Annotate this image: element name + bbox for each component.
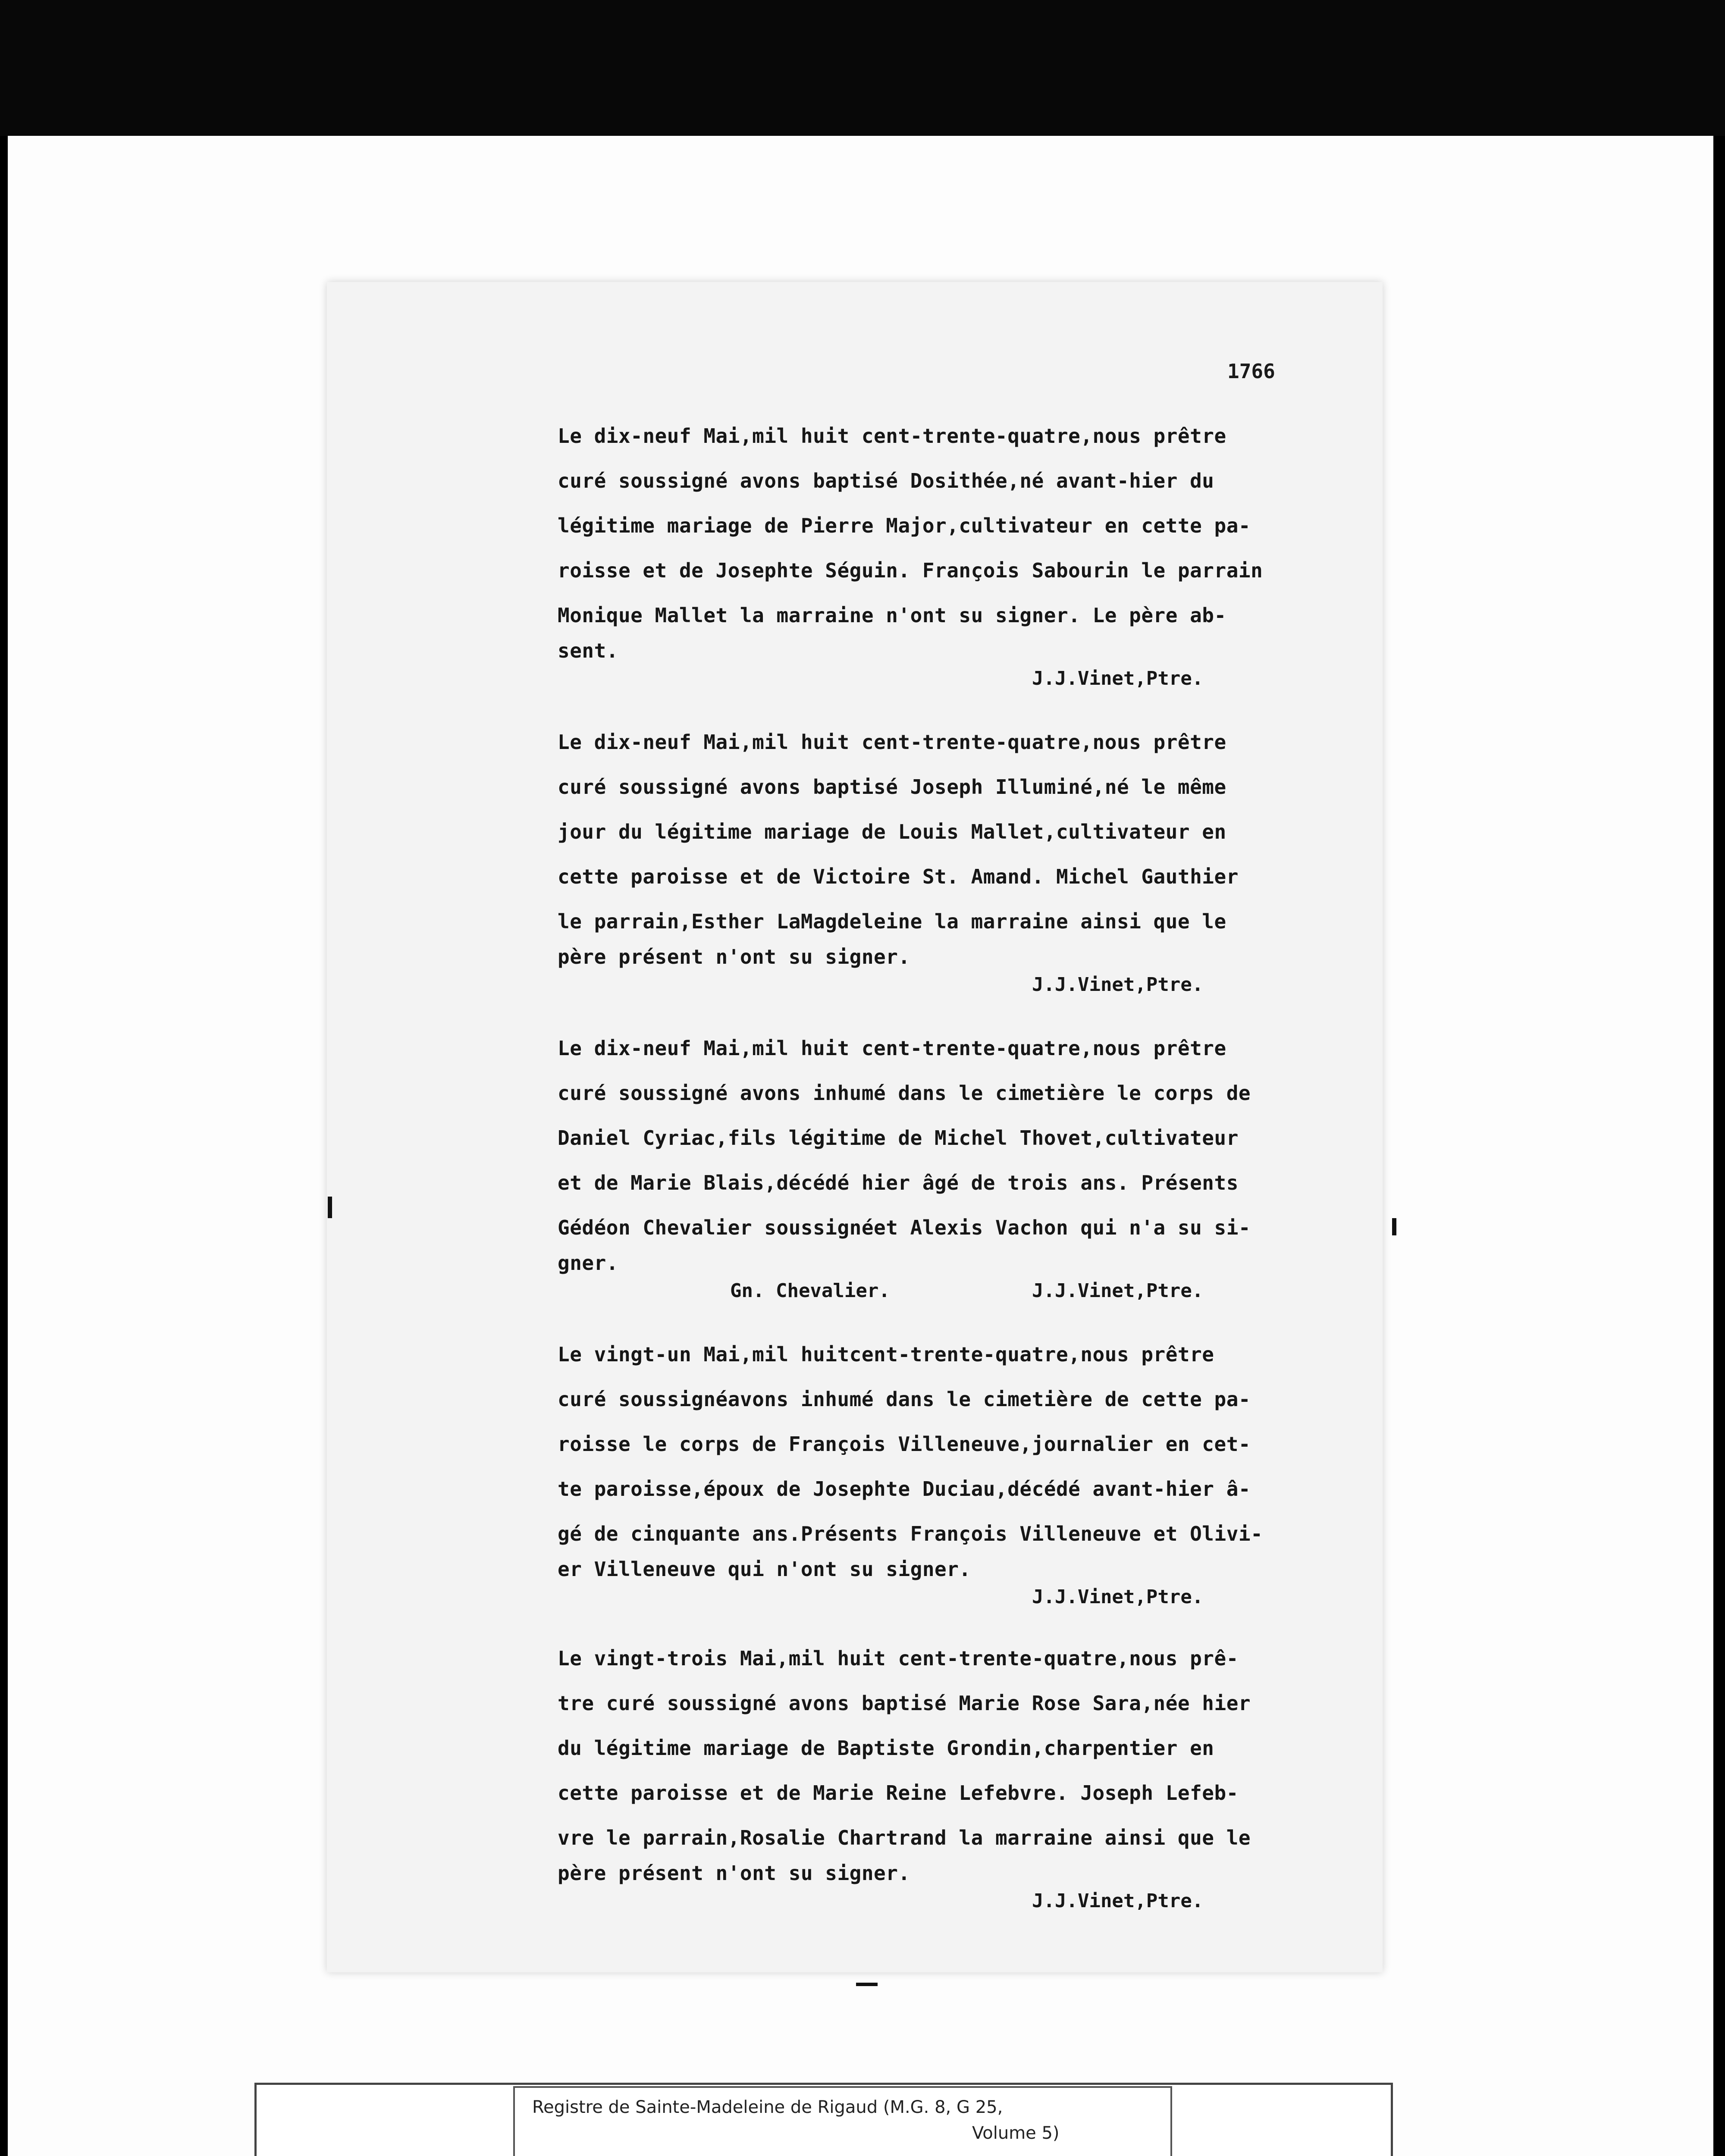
entry-line: père présent n'ont su signer. — [558, 1861, 910, 1885]
entry-line: cette paroisse et de Marie Reine Lefebvre. Joseph Lefeb- — [558, 1781, 1239, 1805]
signature-priest: J.J.Vinet,Ptre. — [1032, 1280, 1204, 1302]
entry-line: Le vingt-un Mai,mil huitcent-trente-quatre,nous prêtre — [558, 1343, 1214, 1366]
entry-line: curé soussignéavons inhumé dans le cimetière de cette pa- — [558, 1388, 1251, 1411]
register-entry-2 — [558, 720, 1342, 1000]
entry-line: légitime mariage de Pierre Major,cultivateur en cette pa- — [558, 514, 1251, 537]
film-border-top — [0, 0, 1725, 136]
signature-priest: J.J.Vinet,Ptre. — [1032, 1890, 1204, 1912]
entry-line: jour du légitime mariage de Louis Mallet,cultivateur en — [558, 820, 1226, 843]
entry-line: curé soussigné avons inhumé dans le cimetière le corps de — [558, 1081, 1251, 1105]
signature-row — [558, 664, 1342, 694]
register-reference-line2: Volume 5) — [972, 2123, 1060, 2143]
entry-line: Gédéon Chevalier soussignéet Alexis Vachon qui n'a su si- — [558, 1216, 1251, 1239]
entry-line: curé soussigné avons baptisé Joseph Illuminé,né le même — [558, 775, 1226, 799]
signature-row — [558, 1582, 1342, 1612]
entry-line: gner. — [558, 1251, 618, 1275]
signature-priest: J.J.Vinet,Ptre. — [1032, 667, 1204, 689]
register-entry-5 — [558, 1636, 1342, 1916]
entry-line: er Villeneuve qui n'ont su signer. — [558, 1557, 971, 1581]
entry-line: te paroisse,époux de Josephte Duciau,décédé avant-hier â- — [558, 1477, 1251, 1501]
entry-line: tre curé soussigné avons baptisé Marie Rose Sara,née hier — [558, 1692, 1251, 1715]
page-number: 1766 — [1227, 360, 1275, 383]
register-entry-1 — [558, 414, 1342, 694]
register-reference-strip — [513, 2086, 1172, 2156]
entry-line: Le vingt-trois Mai,mil huit cent-trente-quatre,nous prê- — [558, 1647, 1239, 1670]
entry-line: roisse le corps de François Villeneuve,journalier en cet- — [558, 1432, 1251, 1456]
margin-mark — [1392, 1218, 1396, 1235]
entry-line: roisse et de Josephte Séguin. François Sabourin le parrain — [558, 559, 1263, 582]
signature-row — [558, 1276, 1342, 1306]
entry-line: gé de cinquante ans.Présents François Villeneuve et Olivi- — [558, 1522, 1263, 1545]
register-entry-3 — [558, 1026, 1342, 1306]
entry-line: Daniel Cyriac,fils légitime de Michel Thovet,cultivateur — [558, 1126, 1239, 1150]
register-page — [327, 282, 1383, 1972]
entry-line: Le dix-neuf Mai,mil huit cent-trente-quatre,nous prêtre — [558, 730, 1226, 754]
entry-line: et de Marie Blais,décédé hier âgé de trois ans. Présents — [558, 1171, 1239, 1194]
register-reference-line1: Registre de Sainte-Madeleine de Rigaud (M.G. 8, G 25, — [532, 2097, 1003, 2117]
margin-mark — [328, 1197, 332, 1218]
signature-priest: J.J.Vinet,Ptre. — [1032, 974, 1204, 996]
signature-row — [558, 1886, 1342, 1916]
signature-priest: J.J.Vinet,Ptre. — [1032, 1586, 1204, 1608]
register-entry-4 — [558, 1332, 1342, 1612]
signature-row — [558, 970, 1342, 1000]
entry-line: Le dix-neuf Mai,mil huit cent-trente-quatre,nous prêtre — [558, 1037, 1226, 1060]
entry-line: cette paroisse et de Victoire St. Amand. Michel Gauthier — [558, 865, 1239, 888]
entry-line: le parrain,Esther LaMagdeleine la marraine ainsi que le — [558, 910, 1226, 933]
entry-line: père présent n'ont su signer. — [558, 945, 910, 968]
margin-mark — [856, 1983, 878, 1986]
entry-line: sent. — [558, 639, 618, 662]
entry-line: du légitime mariage de Baptiste Grondin,charpentier en — [558, 1736, 1214, 1760]
entry-line: Monique Mallet la marraine n'ont su signer. Le père ab- — [558, 604, 1226, 627]
signature-chevalier: Gn. Chevalier. — [730, 1280, 890, 1302]
entry-line: vre le parrain,Rosalie Chartrand la marraine ainsi que le — [558, 1826, 1251, 1849]
entry-line: curé soussigné avons baptisé Dosithée,né avant-hier du — [558, 469, 1214, 492]
entry-line: Le dix-neuf Mai,mil huit cent-trente-quatre,nous prêtre — [558, 424, 1226, 448]
